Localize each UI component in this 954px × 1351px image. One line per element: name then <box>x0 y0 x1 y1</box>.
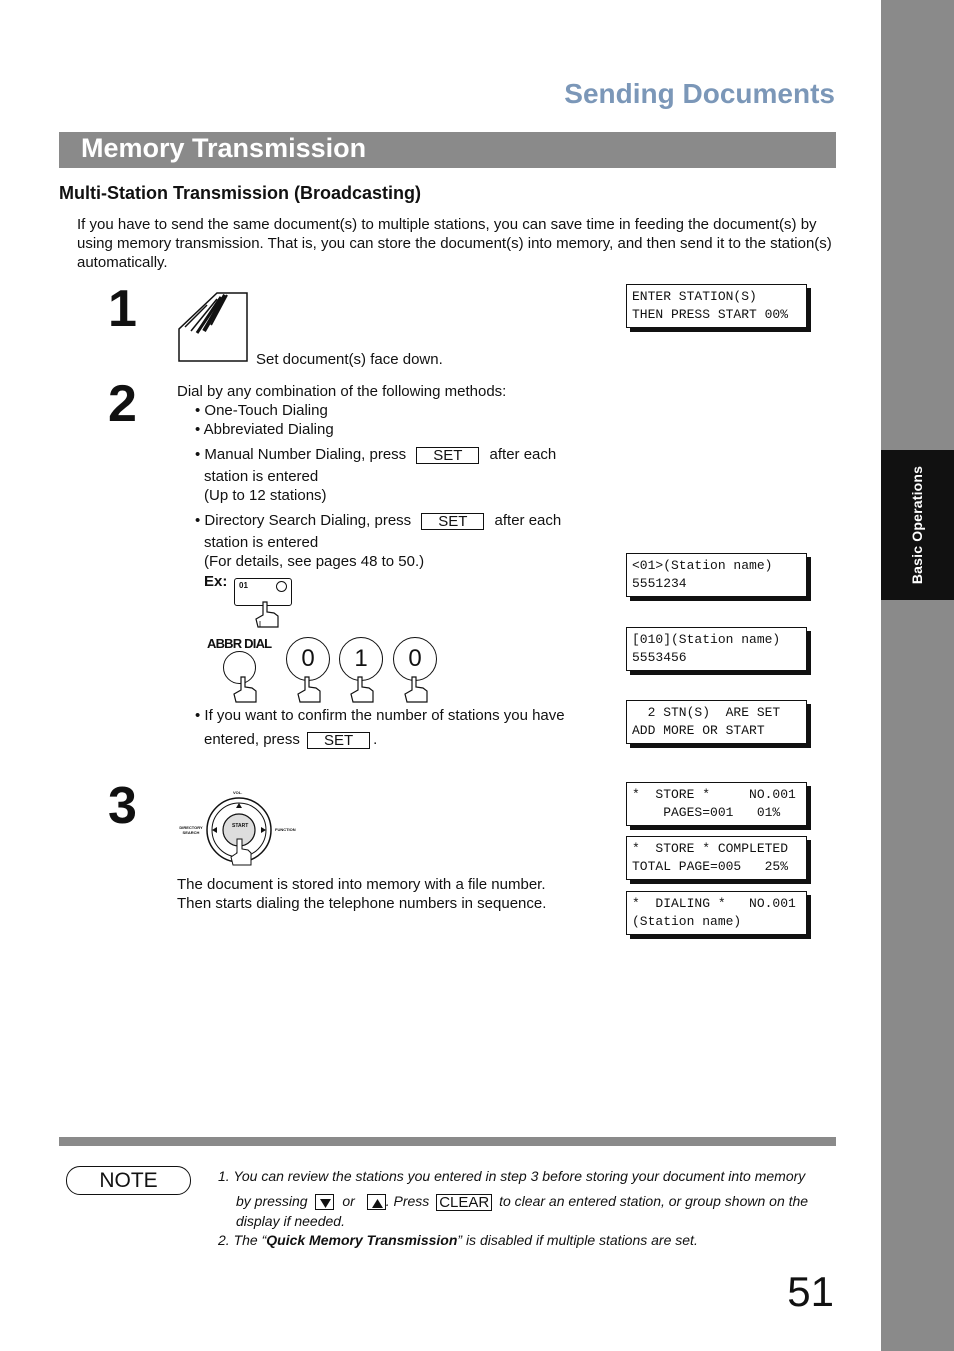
lcd-line: PAGES=001 01% <box>632 805 781 820</box>
confirm-line1: • If you want to confirm the number of stations you have <box>195 707 565 724</box>
sub-title: Multi-Station Transmission (Broadcasting) <box>59 183 422 203</box>
method-abbreviated: • Abbreviated Dialing <box>195 421 334 438</box>
confirm-text: entered, press <box>204 731 300 748</box>
lcd-line: <01>(Station name) <box>632 558 773 573</box>
note-1-or: or <box>342 1193 355 1209</box>
abbr-dial-label: ABBR DIAL <box>207 636 272 651</box>
page-number: 51 <box>787 1268 834 1315</box>
confirm-line2 <box>204 730 377 749</box>
manual-after: after each <box>489 446 557 463</box>
side-strip <box>881 0 954 1351</box>
pointing-hand-icon <box>230 675 260 705</box>
note-1-line1: 1. You can review the stations you entered in step 3 before storing your document into memory <box>218 1168 806 1184</box>
panel-vol-label: VOL. <box>233 790 243 795</box>
directory-text: • Directory Search Dialing, press <box>195 512 412 529</box>
side-tab-label: Basic Operations <box>909 465 926 585</box>
method-manual <box>195 445 556 464</box>
step-2-number: 2 <box>108 375 137 433</box>
digit-key: 0 <box>286 637 330 681</box>
panel-function-label: FUNCTION <box>275 827 296 832</box>
panel-directory-label: DIRECTORY SEARCH <box>179 825 203 835</box>
note-1-rest: to clear an entered station, or group shown on the <box>499 1193 809 1209</box>
clear-key: CLEAR <box>436 1194 492 1211</box>
lcd-stations-set <box>626 700 807 744</box>
method-directory <box>195 511 561 530</box>
section-bar <box>59 132 836 168</box>
note-1-line2 <box>236 1192 808 1211</box>
step-1-number: 1 <box>108 280 137 338</box>
method-one-touch: • One-Touch Dialing <box>195 402 328 419</box>
confirm-period: . <box>373 731 378 748</box>
manual-line3: (Up to 12 stations) <box>204 487 327 504</box>
set-key: SET <box>307 732 370 749</box>
lcd-line: [010](Station name) <box>632 632 781 647</box>
example-label: Ex: <box>204 573 228 590</box>
lcd-line: 5553456 <box>632 650 687 665</box>
step-2-intro: Dial by any combination of the following methods: <box>177 383 507 400</box>
lcd-line: * DIALING * NO.001 <box>632 896 796 911</box>
lcd-line: TOTAL PAGE=005 25% <box>632 859 789 874</box>
set-key: SET <box>416 447 479 464</box>
down-arrow-icon <box>316 1195 335 1211</box>
lcd-line: ADD MORE OR START <box>632 723 765 738</box>
lcd-line: 5551234 <box>632 576 687 591</box>
lcd-line: * STORE * NO.001 <box>632 787 796 802</box>
up-arrow-icon <box>368 1195 387 1211</box>
note-label: NOTE <box>66 1166 191 1195</box>
note-divider <box>59 1137 836 1146</box>
manual-text: • Manual Number Dialing, press <box>195 446 407 463</box>
directory-line3: (For details, see pages 48 to 50.) <box>204 553 425 570</box>
step-3-line1: The document is stored into memory with a file number. <box>177 876 546 893</box>
down-arrow-key <box>315 1194 334 1210</box>
step-3-number: 3 <box>108 777 137 835</box>
note-2-start: 2. The “ <box>218 1232 267 1248</box>
lcd-line: THEN PRESS START 00% <box>632 307 789 322</box>
lcd-dialing <box>626 891 807 935</box>
note-1-line3: display if needed. <box>236 1213 345 1229</box>
lcd-station-010 <box>626 627 807 671</box>
up-arrow-key <box>367 1194 386 1210</box>
lcd-line: 2 STN(S) ARE SET <box>632 705 781 720</box>
pointing-hand-icon <box>252 600 282 630</box>
manual-line2: station is entered <box>204 468 319 485</box>
note-1-text: by pressing <box>236 1193 308 1209</box>
note-2-bold: Quick Memory Transmission <box>266 1232 458 1248</box>
section-title: Memory Transmission <box>81 133 367 163</box>
lcd-line: * STORE * COMPLETED <box>632 841 789 856</box>
panel-start-label: START <box>232 823 249 829</box>
start-panel <box>177 787 301 869</box>
one-touch-key-label: 01 <box>239 581 248 590</box>
set-key: SET <box>421 513 484 530</box>
step-3-line2: Then starts dialing the telephone numbers in sequence. <box>177 895 547 912</box>
digit-key: 1 <box>339 637 383 681</box>
step-1-caption: Set document(s) face down. <box>256 351 443 368</box>
lcd-store-completed <box>626 836 807 880</box>
document-face-down-icon <box>177 291 251 365</box>
lcd-line: ENTER STATION(S) <box>632 289 757 304</box>
lcd-enter-stations <box>626 284 807 328</box>
side-tab <box>881 450 954 600</box>
directory-line2: station is entered <box>204 534 319 551</box>
note-1-press: . Press <box>385 1193 430 1209</box>
pointing-hand-icon <box>401 675 431 705</box>
pointing-hand-icon <box>347 675 377 705</box>
note-2-end: ” is disabled if multiple stations are set. <box>457 1232 698 1248</box>
one-touch-key-indicator <box>276 581 287 592</box>
chapter-title: Sending Documents <box>564 78 835 109</box>
directory-after: after each <box>494 512 562 529</box>
lcd-line: (Station name) <box>632 914 742 929</box>
lcd-station-01 <box>626 553 807 597</box>
pointing-hand-icon <box>294 675 324 705</box>
lcd-store <box>626 782 807 826</box>
digit-key: 0 <box>393 637 437 681</box>
note-2 <box>218 1231 698 1249</box>
intro-paragraph: If you have to send the same document(s) to multiple stations, you can save time in feeding the document(s) by using memory transmission. That is, you can store the document(s) into memory, and then send it to the station(s) automatically. <box>77 216 832 271</box>
